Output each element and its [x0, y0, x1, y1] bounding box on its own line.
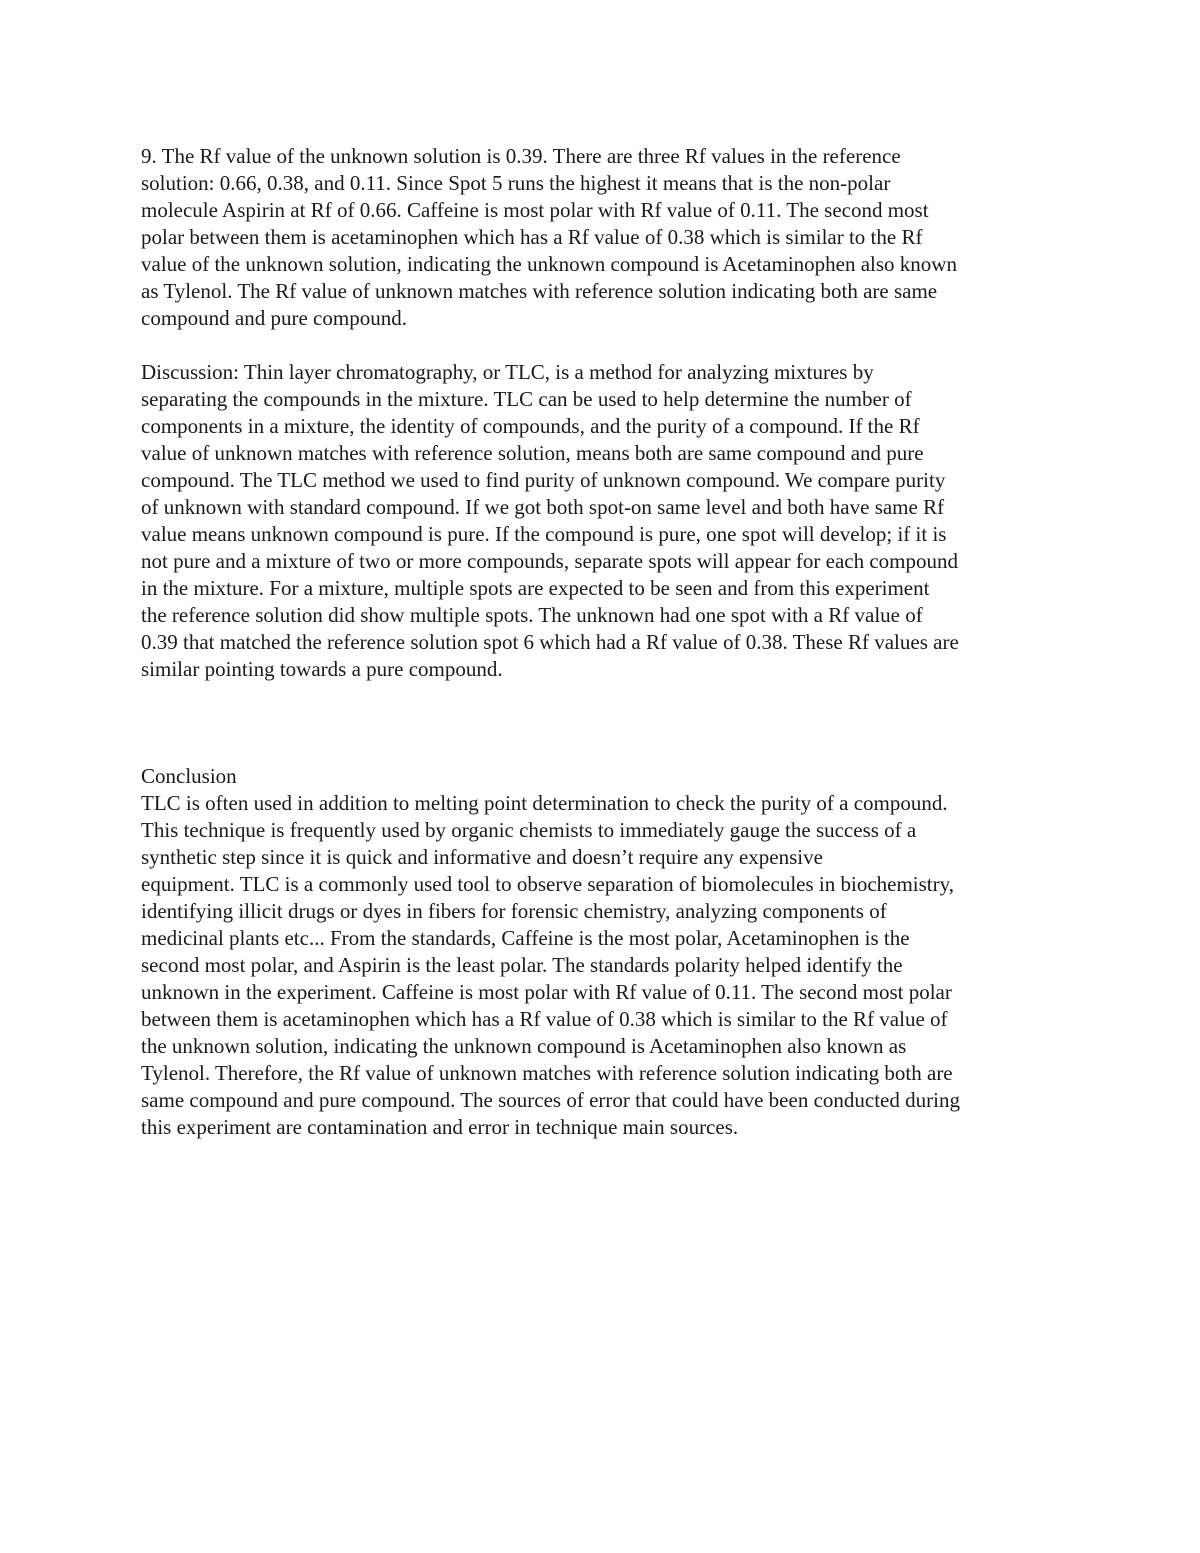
text-line: solution: 0.66, 0.38, and 0.11. Since Spot 5 runs the highest it means that is the non-polar [141, 171, 891, 195]
conclusion-section [141, 763, 1071, 1141]
conclusion-heading: Conclusion [141, 764, 237, 788]
text-line: TLC is often used in addition to melting point determination to check the purity of a compound. [141, 791, 948, 815]
text-line: the reference solution did show multiple spots. The unknown had one spot with a Rf value of [141, 603, 923, 627]
text-line: value means unknown compound is pure. If the compound is pure, one spot will develop; if it is [141, 522, 947, 546]
text-line: unknown in the experiment. Caffeine is most polar with Rf value of 0.11. The second most polar [141, 980, 952, 1004]
text-line: synthetic step since it is quick and informative and doesn’t require any expensive [141, 845, 823, 869]
text-line: compound and pure compound. [141, 306, 407, 330]
text-line: 0.39 that matched the reference solution spot 6 which had a Rf value of 0.38. These Rf values are [141, 630, 959, 654]
text-line: medicinal plants etc... From the standards, Caffeine is the most polar, Acetaminophen is the [141, 926, 910, 950]
text-line: polar between them is acetaminophen which has a Rf value of 0.38 which is similar to the Rf [141, 225, 923, 249]
text-line: as Tylenol. The Rf value of unknown matches with reference solution indicating both are same [141, 279, 938, 303]
text-line: of unknown with standard compound. If we got both spot-on same level and both have same Rf [141, 495, 945, 519]
text-line: not pure and a mixture of two or more compounds, separate spots will appear for each compound [141, 549, 959, 573]
text-line: molecule Aspirin at Rf of 0.66. Caffeine is most polar with Rf value of 0.11. The second most [141, 198, 929, 222]
text-line: equipment. TLC is a commonly used tool to observe separation of biomolecules in biochemistry, [141, 872, 955, 896]
text-line: similar pointing towards a pure compound. [141, 657, 503, 681]
text-line: in the mixture. For a mixture, multiple spots are expected to be seen and from this experiment [141, 576, 930, 600]
text-line: identifying illicit drugs or dyes in fibers for forensic chemistry, analyzing components of [141, 899, 887, 923]
text-line: same compound and pure compound. The sources of error that could have been conducted during [141, 1088, 960, 1112]
text-line: second most polar, and Aspirin is the least polar. The standards polarity helped identify the [141, 953, 903, 977]
text-line: the unknown solution, indicating the unknown compound is Acetaminophen also known as [141, 1034, 907, 1058]
text-line: 9. The Rf value of the unknown solution is 0.39. There are three Rf values in the reference [141, 144, 901, 168]
answer-9-paragraph [141, 143, 1071, 332]
text-line: value of unknown matches with reference solution, means both are same compound and pure [141, 441, 924, 465]
discussion-paragraph [141, 359, 1071, 683]
text-line: between them is acetaminophen which has a Rf value of 0.38 which is similar to the Rf value of [141, 1007, 948, 1031]
text-line: Discussion: Thin layer chromatography, or TLC, is a method for analyzing mixtures by [141, 360, 874, 384]
text-line: components in a mixture, the identity of compounds, and the purity of a compound. If the Rf [141, 414, 920, 438]
text-line: This technique is frequently used by organic chemists to immediately gauge the success of a [141, 818, 917, 842]
text-line: compound. The TLC method we used to find purity of unknown compound. We compare purity [141, 468, 946, 492]
text-line: separating the compounds in the mixture. TLC can be used to help determine the number of [141, 387, 912, 411]
text-line: value of the unknown solution, indicating the unknown compound is Acetaminophen also known [141, 252, 957, 276]
text-line: Tylenol. Therefore, the Rf value of unknown matches with reference solution indicating both are [141, 1061, 953, 1085]
text-line: this experiment are contamination and error in technique main sources. [141, 1115, 739, 1139]
